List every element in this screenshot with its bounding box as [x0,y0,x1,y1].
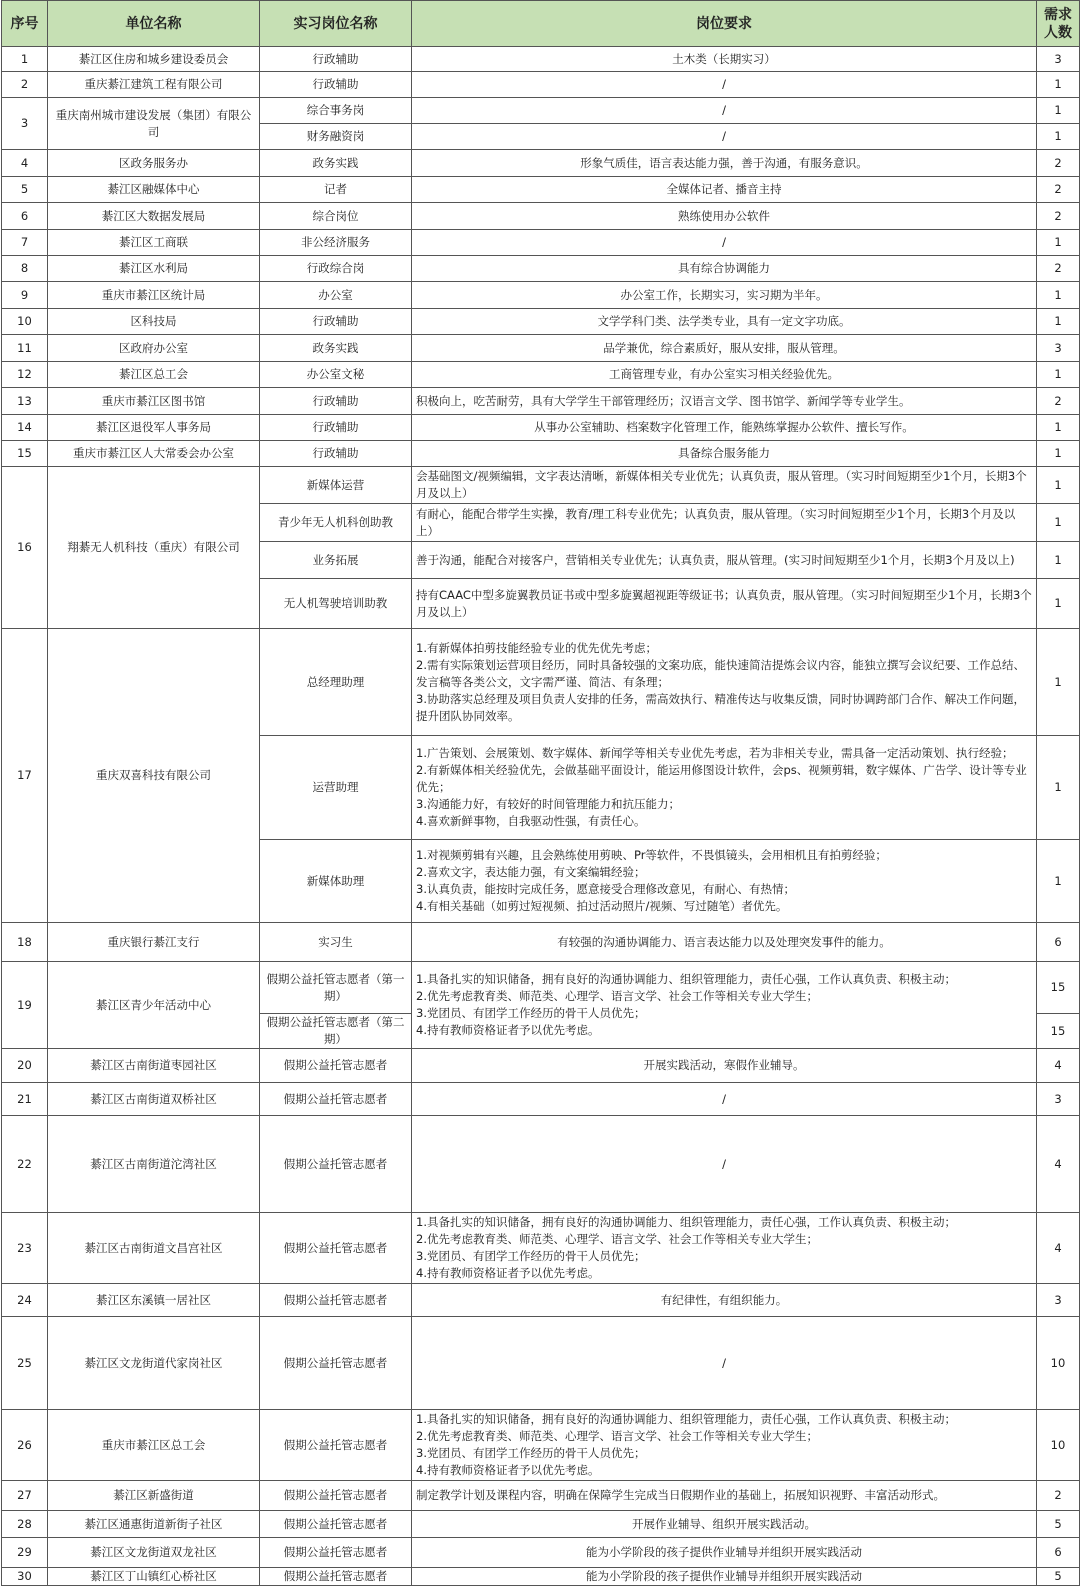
requirement-line: 1.有新媒体拍剪技能经验专业的优先优先考虑； [416,640,657,655]
row-number: 16 [2,467,48,629]
row-number: 20 [2,1049,48,1083]
position-name: 新媒体运营 [260,467,412,504]
unit-name: 翔綦无人机科技（重庆）有限公司 [48,467,260,629]
headcount: 1 [1037,840,1080,923]
table-row [2,282,1080,309]
headcount: 3 [1037,1284,1080,1317]
unit-name: 綦江区文龙街道双龙社区 [48,1538,260,1568]
header-position: 实习岗位名称 [260,1,412,47]
table-row [2,230,1080,256]
row-number: 27 [2,1481,48,1511]
position-name: 假期公益托管志愿者 [260,1116,412,1213]
headcount: 3 [1037,1083,1080,1116]
unit-name: 綦江区古南街道沱湾社区 [48,1116,260,1213]
position-name: 业务拓展 [260,542,412,579]
position-name: 行政辅助 [260,72,412,98]
row-number: 14 [2,415,48,441]
table-row [2,177,1080,203]
requirement: 品学兼优，综合素质好，服从安排，服从管理。 [412,335,1037,362]
headcount: 1 [1037,98,1080,124]
requirement: / [412,1317,1037,1410]
position-name: 非公经济服务 [260,230,412,256]
requirement: 持有CAAC中型多旋翼教员证书或中型多旋翼超视距等级证书；认真负责，服从管理。（实习时间短期至少1个月，长期3个月及以上） [412,579,1037,629]
requirement-line: 3.认真负责，能按时完成任务，愿意接受合理修改意见，有耐心、有热情； [416,882,795,896]
requirement: 熟练使用办公软件 [412,203,1037,230]
requirement-line: 4.持有教师资格证者予以优先考虑。 [416,1023,600,1037]
headcount: 1 [1037,309,1080,335]
table-row [2,256,1080,282]
row-number: 8 [2,256,48,282]
position-name: 实习生 [260,923,412,962]
requirement-line: 4.持有教师资格证者予以优先考虑。 [416,1266,600,1280]
requirement: / [412,72,1037,98]
headcount: 4 [1037,1049,1080,1083]
internship-table [1,0,1080,1586]
headcount: 1 [1037,504,1080,542]
requirement: 开展实践活动，寒假作业辅导。 [412,1049,1037,1083]
requirement-line: 3.党团员、有团学工作经历的骨干人员优先； [416,1006,646,1020]
headcount: 5 [1037,1511,1080,1538]
row-number: 28 [2,1511,48,1538]
requirement: 能为小学阶段的孩子提供作业辅导并组织开展实践活动 [412,1568,1037,1586]
row-number: 21 [2,1083,48,1116]
row-number: 6 [2,203,48,230]
unit-name: 重庆南州城市建设发展（集团）有限公司 [48,98,260,150]
headcount: 1 [1037,629,1080,736]
requirement: / [412,98,1037,124]
row-number: 5 [2,177,48,203]
table-row [2,1317,1080,1410]
position-name: 假期公益托管志愿者 [260,1083,412,1116]
headcount: 10 [1037,1410,1080,1481]
unit-name: 綦江区新盛街道 [48,1481,260,1511]
position-name: 行政辅助 [260,415,412,441]
requirement-line: 4.有相关基础（如剪过短视频、拍过活动照片/视频、写过随笔）者优先。 [416,899,788,913]
table-row [2,1049,1080,1083]
row-number: 29 [2,1538,48,1568]
unit-name: 重庆银行綦江支行 [48,923,260,962]
position-name: 假期公益托管志愿者 [260,1511,412,1538]
headcount: 15 [1037,1014,1080,1049]
table-row [2,441,1080,467]
requirement-line: 2.喜欢文字，表达能力强，有文案编辑经验； [416,865,646,879]
unit-name: 重庆市綦江区总工会 [48,1410,260,1481]
requirement [412,1213,1037,1284]
requirement [412,629,1037,736]
position-name: 无人机驾驶培训助教 [260,579,412,629]
headcount: 1 [1037,579,1080,629]
row-number: 25 [2,1317,48,1410]
requirement: 积极向上，吃苦耐劳，具有大学学生干部管理经历；汉语言文学、图书馆学、新闻学等专业学生。 [412,388,1037,415]
requirement-line: 1.对视频剪辑有兴趣，且会熟练使用剪映、Pr等软件，不畏惧镜头，会用相机且有拍剪经验； [416,848,887,862]
table-row [2,203,1080,230]
position-name: 办公室 [260,282,412,309]
unit-name: 綦江区古南街道枣园社区 [48,1049,260,1083]
unit-name: 綦江区退役军人事务局 [48,415,260,441]
position-name: 行政辅助 [260,309,412,335]
headcount: 1 [1037,230,1080,256]
requirement-line: 1.具备扎实的知识储备，拥有良好的沟通协调能力、组织管理能力，责任心强，工作认真负责、积极主动； [416,972,956,986]
headcount: 3 [1037,335,1080,362]
requirement: / [412,1116,1037,1213]
position-name: 综合岗位 [260,203,412,230]
row-number: 9 [2,282,48,309]
row-number: 3 [2,98,48,150]
row-number: 30 [2,1568,48,1586]
table-body [2,47,1080,1586]
table-row [2,72,1080,98]
requirement: / [412,230,1037,256]
position-name: 假期公益托管志愿者 [260,1568,412,1586]
position-name: 假期公益托管志愿者 [260,1049,412,1083]
position-name: 综合事务岗 [260,98,412,124]
position-name: 新媒体助理 [260,840,412,923]
requirement: 办公室工作，长期实习，实习期为半年。 [412,282,1037,309]
requirement: 土木类（长期实习） [412,47,1037,72]
unit-name: 区科技局 [48,309,260,335]
headcount: 4 [1037,1116,1080,1213]
headcount: 2 [1037,203,1080,230]
table-row [2,415,1080,441]
header-unit: 单位名称 [48,1,260,47]
headcount: 1 [1037,362,1080,388]
requirement-line: 3.党团员、有团学工作经历的骨干人员优先； [416,1446,646,1460]
unit-name: 綦江区水利局 [48,256,260,282]
requirement: / [412,1083,1037,1116]
requirement-line: 4.喜欢新鲜事物，自我驱动性强，有责任心。 [416,814,646,828]
position-name: 青少年无人机科创助教 [260,504,412,542]
table-row [2,1511,1080,1538]
requirement: 工商管理专业，有办公室实习相关经验优先。 [412,362,1037,388]
position-name: 办公室文秘 [260,362,412,388]
unit-name: 綦江区丁山镇红心桥社区 [48,1568,260,1586]
position-name: 假期公益托管志愿者 [260,1213,412,1284]
requirement: 具有综合协调能力 [412,256,1037,282]
header-no: 序号 [2,1,48,47]
position-name: 行政辅助 [260,47,412,72]
unit-name: 重庆市綦江区图书馆 [48,388,260,415]
table-row [2,1538,1080,1568]
unit-name: 綦江区古南街道文昌宫社区 [48,1213,260,1284]
headcount: 15 [1037,962,1080,1014]
row-number: 19 [2,962,48,1049]
headcount: 3 [1037,47,1080,72]
requirement: 全媒体记者、播音主持 [412,177,1037,203]
unit-name: 綦江区融媒体中心 [48,177,260,203]
requirement-line: 1.广告策划、会展策划、数字媒体、新闻学等相关专业优先考虑，若为非相关专业，需具备一定活动策划、执行经验； [416,746,1014,760]
headcount: 1 [1037,124,1080,150]
row-number: 10 [2,309,48,335]
unit-name: 綦江区住房和城乡建设委员会 [48,47,260,72]
header-count: 需求 人数 [1037,1,1080,47]
requirement: 有较强的沟通协调能力、语言表达能力以及处理突发事件的能力。 [412,923,1037,962]
row-number: 7 [2,230,48,256]
requirement [412,962,1037,1049]
row-number: 23 [2,1213,48,1284]
row-number: 12 [2,362,48,388]
position-name: 记者 [260,177,412,203]
row-number: 1 [2,47,48,72]
table-row [2,1410,1080,1481]
requirement-line: 3.协助落实总经理及项目负责人安排的任务，需高效执行、精准传达与收集反馈，同时协调跨部门合作、解决工作问题，提升团队协同效率。 [416,691,1025,723]
position-name: 行政辅助 [260,388,412,415]
requirement: 从事办公室辅助、档案数字化管理工作，能熟练掌握办公软件、擅长写作。 [412,415,1037,441]
unit-name: 重庆市綦江区统计局 [48,282,260,309]
unit-name: 重庆双喜科技有限公司 [48,629,260,923]
headcount: 2 [1037,388,1080,415]
row-number: 18 [2,923,48,962]
position-name: 政务实践 [260,150,412,177]
table-row [2,923,1080,962]
headcount: 1 [1037,542,1080,579]
requirement: 文学学科门类、法学类专业，具有一定文字功底。 [412,309,1037,335]
unit-name: 綦江区大数据发展局 [48,203,260,230]
row-number: 24 [2,1284,48,1317]
unit-name: 綦江区工商联 [48,230,260,256]
requirement: 制定教学计划及课程内容，明确在保障学生完成当日假期作业的基础上，拓展知识视野、丰富活动形式。 [412,1481,1037,1511]
position-name: 行政综合岗 [260,256,412,282]
unit-name: 区政务服务办 [48,150,260,177]
requirement-line: 1.具备扎实的知识储备，拥有良好的沟通协调能力、组织管理能力，责任心强，工作认真负责、积极主动； [416,1215,956,1229]
headcount: 2 [1037,150,1080,177]
row-number: 4 [2,150,48,177]
position-name: 假期公益托管志愿者（第二期） [260,1014,412,1049]
table-row [2,1481,1080,1511]
headcount: 6 [1037,1538,1080,1568]
requirement-line: 2.需有实际策划运营项目经历，同时具备较强的文案功底，能快速简洁提炼会议内容，能独立撰写会议纪要、工作总结、发言稿等各类公文，文字需严谨、简洁、有条理； [416,657,1025,689]
row-number: 17 [2,629,48,923]
unit-name: 綦江区古南街道双桥社区 [48,1083,260,1116]
unit-name: 区政府办公室 [48,335,260,362]
table-row [2,1568,1080,1586]
table-row [2,962,1080,1014]
position-name: 运营助理 [260,736,412,840]
table-row [2,467,1080,504]
headcount: 2 [1037,177,1080,203]
position-name: 假期公益托管志愿者 [260,1317,412,1410]
requirement: 能为小学阶段的孩子提供作业辅导并组织开展实践活动 [412,1538,1037,1568]
requirement-line: 4.持有教师资格证者予以优先考虑。 [416,1463,600,1477]
requirement: 具备综合服务能力 [412,441,1037,467]
position-name: 假期公益托管志愿者 [260,1284,412,1317]
position-name: 总经理助理 [260,629,412,736]
headcount: 1 [1037,72,1080,98]
requirement: 有耐心，能配合带学生实操，教育/理工科专业优先；认真负责，服从管理。（实习时间短期至少1个月，长期3个月及以上） [412,504,1037,542]
position-name: 假期公益托管志愿者 [260,1481,412,1511]
headcount: 1 [1037,467,1080,504]
table-row [2,629,1080,736]
headcount: 4 [1037,1213,1080,1284]
row-number: 15 [2,441,48,467]
table-row [2,335,1080,362]
headcount: 6 [1037,923,1080,962]
headcount: 1 [1037,736,1080,840]
requirement-line: 2.有新媒体相关经验优先，会做基础平面设计，能运用修图设计软件，会ps、视频剪辑，数字媒体、广告学、设计等专业优先； [416,763,1027,794]
headcount: 2 [1037,1481,1080,1511]
unit-name: 重庆綦江建筑工程有限公司 [48,72,260,98]
requirement-line: 1.具备扎实的知识储备，拥有良好的沟通协调能力、组织管理能力，责任心强，工作认真负责、积极主动； [416,1412,956,1426]
table-row [2,1284,1080,1317]
headcount: 2 [1037,256,1080,282]
requirement-line: 3.党团员、有团学工作经历的骨干人员优先； [416,1249,646,1263]
row-number: 11 [2,335,48,362]
unit-name: 綦江区总工会 [48,362,260,388]
requirement [412,1410,1037,1481]
table-row [2,98,1080,124]
requirement [412,840,1037,923]
headcount: 1 [1037,441,1080,467]
row-number: 13 [2,388,48,415]
requirement: 有纪律性，有组织能力。 [412,1284,1037,1317]
table-row [2,1083,1080,1116]
requirement: 会基础图文/视频编辑，文字表达清晰，新媒体相关专业优先；认真负责，服从管理。（实习时间短期至少1个月，长期3个月及以上） [412,467,1037,504]
table-row [2,1213,1080,1284]
headcount: 1 [1037,415,1080,441]
position-name: 假期公益托管志愿者 [260,1410,412,1481]
requirement: 善于沟通，能配合对接客户，营销相关专业优先；认真负责，服从管理。(实习时间短期至少1个月，长期3个月及以上) [412,542,1037,579]
position-name: 财务融资岗 [260,124,412,150]
unit-name: 綦江区东溪镇一居社区 [48,1284,260,1317]
unit-name: 綦江区青少年活动中心 [48,962,260,1049]
unit-name: 綦江区文龙街道代家岗社区 [48,1317,260,1410]
position-name: 假期公益托管志愿者（第一期） [260,962,412,1014]
row-number: 2 [2,72,48,98]
requirement-line: 2.优先考虑教育类、师范类、心理学、语言文学、社会工作等相关专业大学生； [416,989,818,1003]
row-number: 22 [2,1116,48,1213]
unit-name: 重庆市綦江区人大常委会办公室 [48,441,260,467]
table-row [2,309,1080,335]
headcount: 5 [1037,1568,1080,1586]
headcount: 1 [1037,282,1080,309]
header-requirement: 岗位要求 [412,1,1037,47]
position-name: 行政辅助 [260,441,412,467]
table-row [2,1116,1080,1213]
table-row [2,47,1080,72]
table-row [2,150,1080,177]
requirement: 开展作业辅导、组织开展实践活动。 [412,1511,1037,1538]
requirement [412,736,1037,840]
requirement-line: 2.优先考虑教育类、师范类、心理学、语言文学、社会工作等相关专业大学生； [416,1429,818,1443]
position-name: 假期公益托管志愿者 [260,1538,412,1568]
row-number: 26 [2,1410,48,1481]
requirement: 形象气质佳，语言表达能力强，善于沟通，有服务意识。 [412,150,1037,177]
unit-name: 綦江区通惠街道新街子社区 [48,1511,260,1538]
position-name: 政务实践 [260,335,412,362]
requirement: / [412,124,1037,150]
headcount: 10 [1037,1317,1080,1410]
requirement-line: 2.优先考虑教育类、师范类、心理学、语言文学、社会工作等相关专业大学生； [416,1232,818,1246]
table-row [2,388,1080,415]
requirement-line: 3.沟通能力好，有较好的时间管理能力和抗压能力； [416,797,680,811]
table-row [2,362,1080,388]
